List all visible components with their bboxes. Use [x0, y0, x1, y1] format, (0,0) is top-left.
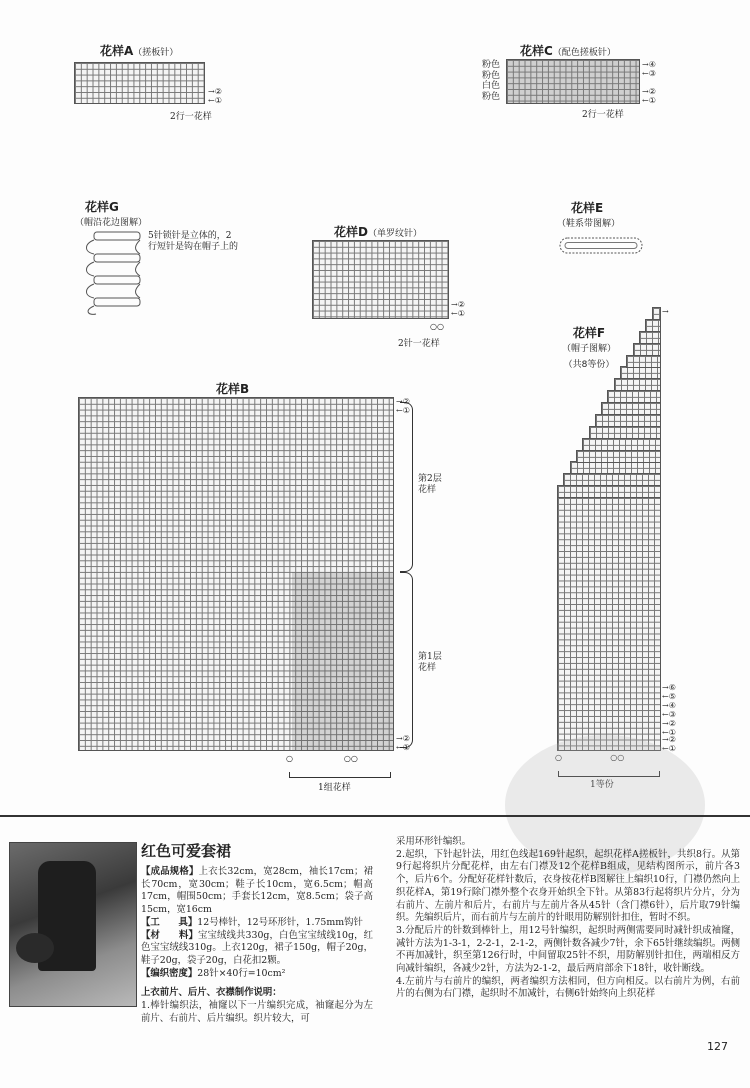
pattern-f-title-text: 花样F [572, 326, 606, 340]
pattern-e-diagram [558, 236, 644, 256]
pattern-c-color-labels [470, 60, 500, 102]
pattern-a-caption: 2行一花样 [170, 112, 212, 122]
pattern-f-step [576, 450, 661, 463]
pattern-a-title-text: 花样A [100, 44, 134, 58]
color-label: 白色 [481, 81, 500, 91]
step-1-continued: 采用环形针编织。 [396, 836, 472, 847]
pattern-f-step [633, 343, 661, 356]
article-title: 红色可爱套裙 [141, 842, 232, 860]
pattern-f-row-arrows: →⑥ ←⑤ →④ ←③ →② ←① [662, 683, 676, 737]
tools-line [141, 917, 373, 930]
photo-hat [16, 933, 54, 963]
pattern-b-layer1-label: 第1层 花样 [418, 652, 442, 673]
color-label: 粉色 [481, 91, 500, 102]
pattern-b-span-line [289, 772, 391, 778]
pattern-b-bottom-arrows: →② ←① [396, 734, 410, 752]
pattern-b-chart [78, 397, 394, 751]
pattern-f-step [589, 426, 661, 439]
pattern-d-stitch-marks: ○○ [430, 322, 444, 331]
page-number: 127 [707, 1040, 728, 1053]
density-label: 【编织密度】 [141, 967, 198, 979]
pattern-b-title: 花样B [216, 382, 250, 396]
pattern-a-chart [74, 62, 205, 104]
pattern-f-step [639, 331, 661, 344]
pattern-f-top-arrows: → [662, 307, 669, 316]
pattern-g-subtitle: （帽沿花边图解） [75, 218, 148, 228]
pattern-d-subtitle: （单罗纹针） [367, 229, 422, 239]
pattern-b-layer1-bracket [400, 572, 413, 748]
density-line [141, 968, 373, 981]
step-3: 3.分配后片的针数到棒针上，用12号针编织，起织时两侧需要同时减针织成袖窿，减针方法为1-3-1，2-2-1，2-1-2，两侧针数各减少7针，余下65针继续编织。两侧不再加减针，织至第126行时，中间留取25针不织，用防解别针扣住，两端相反方向减针编织，各减少2针，方法为2-1-2，最后两肩部余下18针，收针断线。 [396, 924, 740, 975]
pattern-f-step [626, 355, 661, 368]
tools-text: 12号棒针，12号环形针，1.75mm钩针 [197, 916, 363, 928]
section-divider [0, 815, 750, 817]
pattern-f-chart [557, 307, 661, 751]
pattern-b-layer2-label: 第2层 花样 [418, 474, 442, 495]
pattern-d-title-text: 花样D [334, 225, 368, 239]
pattern-f-step [557, 485, 661, 498]
pattern-c-title-text: 花样C [520, 44, 553, 58]
materials-line [141, 930, 373, 968]
pattern-g-diagram [84, 228, 144, 316]
product-photo [9, 842, 137, 1007]
pattern-f-step [582, 438, 661, 451]
section-heading: 上衣前片、后片、衣襟制作说明： [141, 987, 282, 999]
pattern-d-caption: 2针一花样 [398, 339, 440, 349]
pattern-a-arrows: →② ←① [208, 87, 222, 105]
pattern-g-note: 5针锁针是立体的，2行短针是钩在帽子上的 [148, 231, 239, 252]
pattern-c-title [520, 42, 616, 59]
pattern-f-subtitle2: （共8等份） [563, 360, 615, 370]
tools-label: 【工 具】 [141, 916, 198, 928]
pattern-e-title-text: 花样E [571, 201, 604, 215]
pattern-b-caption: 1组花样 [318, 783, 351, 793]
pattern-c-chart [506, 59, 640, 104]
pattern-c-caption: 2行一花样 [582, 110, 624, 120]
materials-text: 宝宝绒线共330g，白色宝宝绒线10g，红色宝宝绒线310g。上衣120g，裙子150g，帽子20g，鞋子20g，袋子20g，白花扣2颗。 [141, 929, 373, 966]
pattern-f-subtitle1: （帽子图解） [561, 344, 616, 354]
pattern-f-caption: 1等份 [590, 780, 614, 790]
step-1: 1.棒针编织法，袖窿以下一片编织完成，袖窿起分为左前片、右前片、后片编织。织片较大，可 [141, 1000, 373, 1024]
article-right-column [396, 836, 740, 1001]
pattern-f-bottom-arrows: →② ←① [662, 735, 676, 753]
color-label: 粉色 [481, 70, 500, 81]
pattern-f-stitch-marks: ○ ○○ [555, 753, 625, 762]
color-label: 粉色 [481, 60, 500, 70]
pattern-f-step [601, 402, 661, 415]
pattern-a-subtitle: （搓板针） [133, 48, 179, 58]
specs-text: 上衣长32cm，宽28cm，袖长17cm；裙长70cm，宽30cm；鞋子长10cm，宽6.5cm；帽高17cm，帽围50cm；手套长12cm，宽8.5cm；袋子高15cm，宽16cm [141, 866, 373, 916]
materials-label: 【材 料】 [141, 929, 199, 941]
pattern-c-arrows: →④ ←③ →② ←① [642, 60, 656, 105]
pattern-g-title [75, 200, 148, 230]
pattern-g-title-text: 花样G [85, 200, 119, 214]
pattern-b-stitch-marks: ○ ○○ [286, 754, 358, 763]
pattern-f-step [645, 319, 661, 332]
article-left-column [141, 866, 373, 1025]
pattern-c-subtitle: （配色搓板针） [552, 48, 616, 58]
pattern-b-shaded-repeat [292, 572, 393, 750]
step-2: 2.起织，下针起针法，用红色线起169针起织，起织花样A搓板针，共织8行。从第9行起将织片分配花样，由左右门襟及12个花样B组成，见结构图所示，前片各3个，后片6个。分配好花样针数后，衣身按花样B图解往上编织10行，门襟仍然向上织花样A，第19行除门襟外整个衣身开始织全下针。从第83行起将织片分片，分为右前片、左前片和后片，右前片与左前片各从45针（含门襟6针），后片取79针编织。先编织后片，而右前片与左前片的针眼用防解别针扣住，暂时不织。 [396, 848, 740, 924]
pattern-f-step [595, 414, 661, 427]
pattern-f-step [614, 378, 661, 391]
pattern-b-layer2-bracket [400, 402, 413, 572]
pattern-d-chart [312, 240, 449, 319]
pattern-b-top-arrows: →② ←① [396, 397, 410, 415]
pattern-d-arrows: →② ←① [451, 300, 465, 318]
pattern-f-step [652, 307, 661, 320]
pattern-e-title [557, 201, 621, 231]
specs-line [141, 866, 373, 917]
pattern-f-step [607, 390, 661, 403]
pattern-f-step [563, 473, 661, 486]
pattern-f-base-block [557, 497, 661, 751]
specs-label: 【成品规格】 [141, 866, 199, 877]
pattern-e-subtitle: （鞋系带图解） [557, 219, 621, 229]
pattern-d-title [334, 223, 422, 240]
pattern-a-title [100, 42, 178, 59]
step-4: 4.左前片与右前片的编织，两者编织方法相同，但方向相反。以右前片为例，右前片的右侧为右门襟，起织时不加减针，右侧6针始终向上织花样 [396, 975, 740, 1000]
density-text: 28针×40行=10cm² [197, 967, 286, 979]
